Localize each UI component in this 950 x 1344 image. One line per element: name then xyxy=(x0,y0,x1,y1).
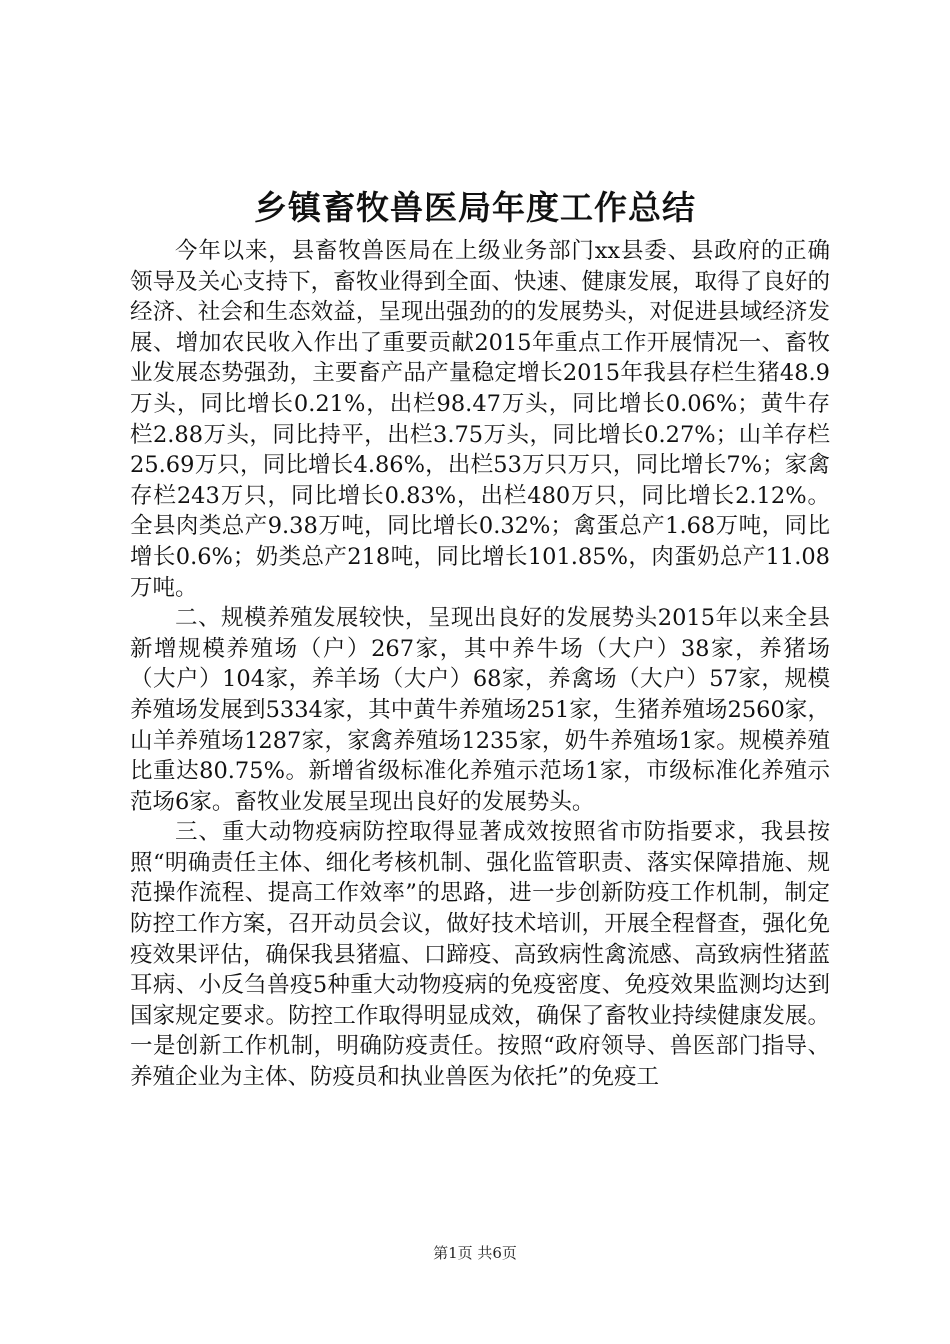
document-title: 乡镇畜牧兽医局年度工作总结 xyxy=(254,188,696,227)
paragraph-2: 二、规模养殖发展较快，呈现出良好的发展势头2015年以来全县新增规模养殖场（户）267家，其中养牛场（大户）38家，养猪场（大户）104家，养羊场（大户）68家，养禽场（大户）57家，规模养殖场发展到5334家，其中黄牛养殖场251家，生猪养殖场2560家，山羊养殖场1287家，家禽养殖场1235家，奶牛养殖场1家。规模养殖比重达80.75%。新增省级标准化养殖示范场1家，市级标准化养殖示范场6家。畜牧业发展呈现出良好的发展势头。 xyxy=(130,605,830,815)
paragraph-3: 三、重大动物疫病防控取得显著成效按照省市防指要求，我县按照“明确责任主体、细化考核机制、强化监管职责、落实保障措施、规范操作流程、提高工作效率”的思路，进一步创新防疫工作机制，制定防控工作方案，召开动员会议，做好技术培训，开展全程督查，强化免疫效果评估，确保我县猪瘟、口蹄疫、高致病性禽流感、高致病性猪蓝耳病、小反刍兽疫5种重大动物疫病的免疫密度、免疫效果监测均达到国家规定要求。防控工作取得明显成效，确保了畜牧业持续健康发展。一是创新工作机制，明确防疫责任。按照“政府领导、兽医部门指导、养殖企业为主体、防疫员和执业兽医为依托”的免疫工 xyxy=(130,819,830,1091)
paragraph-1: 今年以来，县畜牧兽医局在上级业务部门xx县委、县政府的正确领导及关心支持下，畜牧业得到全面、快速、健康发展，取得了良好的经济、社会和生态效益，呈现出强劲的的发展势头，对促进县域经济发展、增加农民收入作出了重要贡献2015年重点工作开展情况一、畜牧业发展态势强劲，主要畜产品产量稳定增长2015年我县存栏生猪48.9万头，同比增长0.21%，出栏98.47万头，同比增长0.06%；黄牛存栏2.88万头，同比持平，出栏3.75万头，同比增长0.27%；山羊存栏25.69万只，同比增长4.86%，出栏53万只万只，同比增长7%；家禽存栏243万只，同比增长0.83%，出栏480万只，同比增长2.12%。全县肉类总产9.38万吨，同比增长0.32%；禽蛋总产1.68万吨，同比增长0.6%；奶类总产218吨，同比增长101.85%，肉蛋奶总产11.08万吨。 xyxy=(130,238,830,601)
document-body xyxy=(130,236,830,1093)
page-footer: 第1页 共6页 xyxy=(433,1244,517,1262)
